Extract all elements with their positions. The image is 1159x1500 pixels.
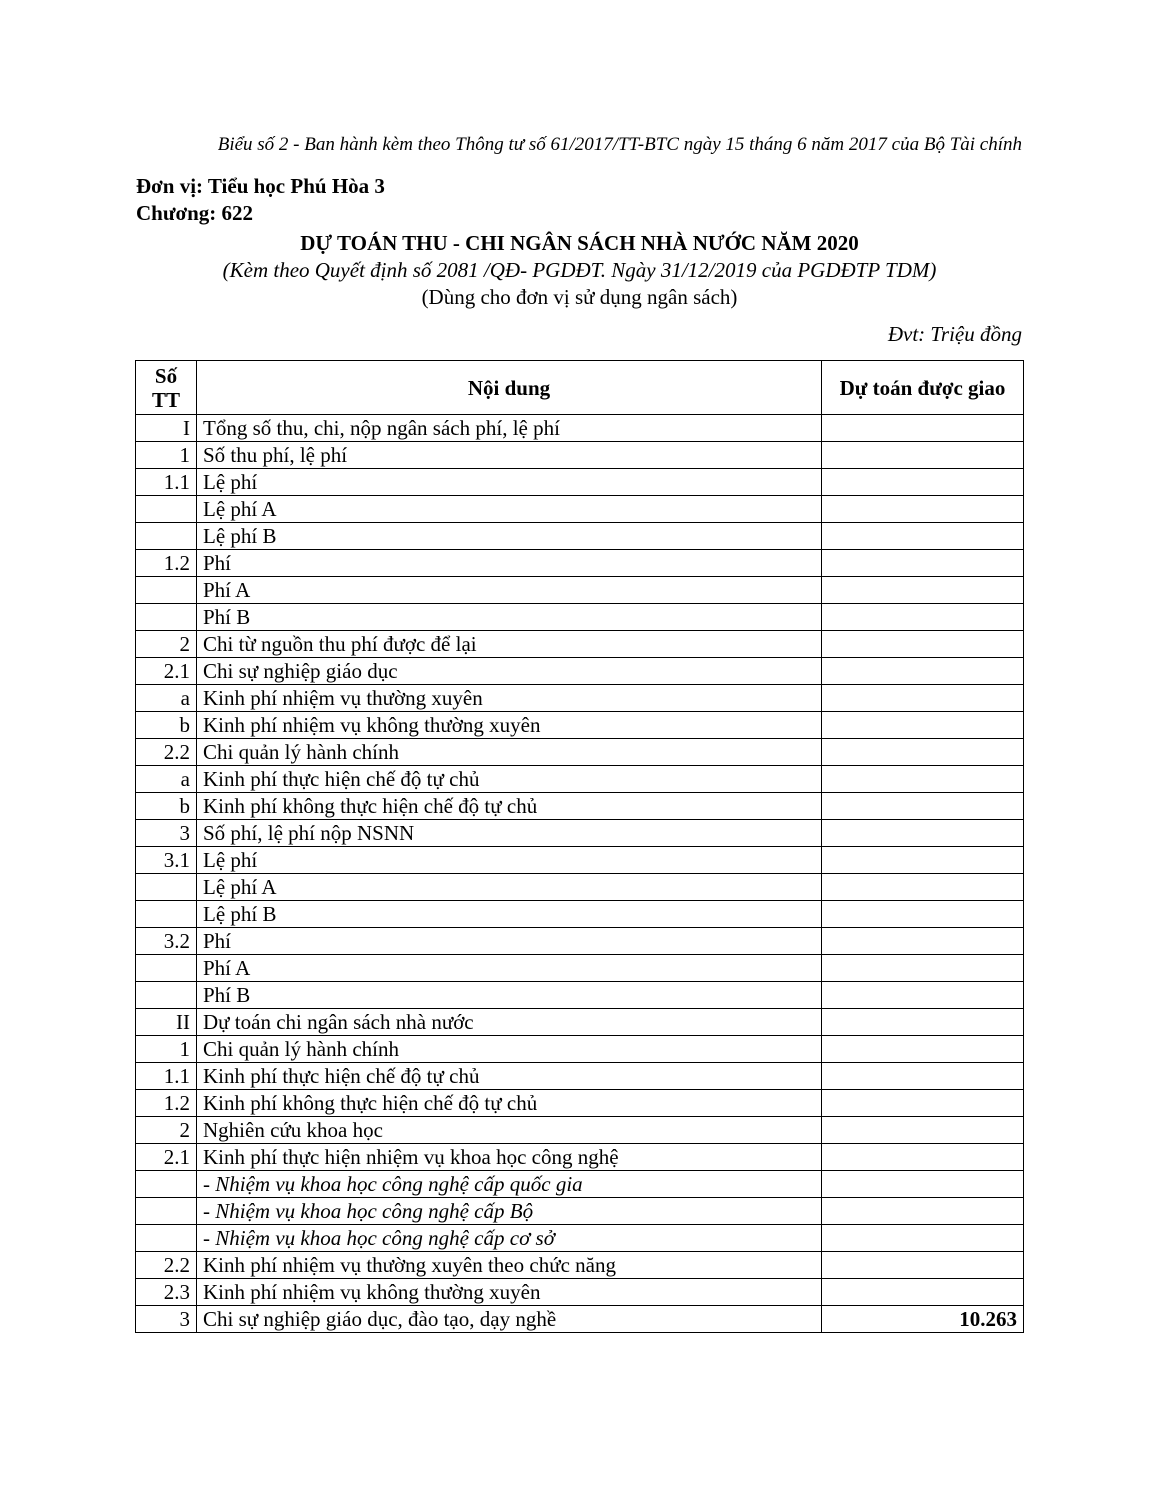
table-row (136, 523, 1024, 550)
row-number: 2.3 (136, 1279, 197, 1306)
row-number: 2 (136, 631, 197, 658)
row-number: b (136, 793, 197, 820)
row-content: Kinh phí không thực hiện chế độ tự chủ (197, 793, 822, 820)
table-row (136, 496, 1024, 523)
table-row (136, 1306, 1024, 1333)
table-row (136, 847, 1024, 874)
header-no-line1: Số (154, 363, 178, 388)
table-row (136, 793, 1024, 820)
table-row (136, 1117, 1024, 1144)
row-amount (822, 1198, 1024, 1225)
table-row (136, 1225, 1024, 1252)
row-content: - Nhiệm vụ khoa học công nghệ cấp cơ sở (197, 1225, 822, 1252)
row-amount (822, 550, 1024, 577)
row-amount (822, 658, 1024, 685)
row-content: Chi từ nguồn thu phí được để lại (197, 631, 822, 658)
row-number (136, 1171, 197, 1198)
table-row (136, 1090, 1024, 1117)
row-content: Phí (197, 550, 822, 577)
row-content: Kinh phí thực hiện chế độ tự chủ (197, 1063, 822, 1090)
row-amount (822, 1144, 1024, 1171)
row-number (136, 577, 197, 604)
table-row (136, 442, 1024, 469)
row-number: I (136, 415, 197, 442)
decision-reference: (Kèm theo Quyết định số 2081 /QĐ- PGDĐT. Ngày 31/12/2019 của PGDĐTP TDM) (222, 258, 937, 282)
row-amount (822, 712, 1024, 739)
row-content: Số thu phí, lệ phí (197, 442, 822, 469)
row-content: Kinh phí nhiệm vụ không thường xuyên (197, 712, 822, 739)
header-no-line2: TT (151, 387, 180, 412)
row-content: Kinh phí nhiệm vụ không thường xuyên (197, 1279, 822, 1306)
row-amount (822, 982, 1024, 1009)
row-amount (822, 577, 1024, 604)
row-amount (822, 442, 1024, 469)
table-row (136, 1009, 1024, 1036)
row-amount (822, 1171, 1024, 1198)
table-row (136, 1252, 1024, 1279)
row-content: Chi quản lý hành chính (197, 739, 822, 766)
row-content: Kinh phí nhiệm vụ thường xuyên (197, 685, 822, 712)
row-number: 2.1 (136, 1144, 197, 1171)
row-number: b (136, 712, 197, 739)
header-content: Nội dung (197, 361, 822, 415)
row-amount (822, 1090, 1024, 1117)
row-number: 3.1 (136, 847, 197, 874)
row-number: 1 (136, 1036, 197, 1063)
row-number: 2 (136, 1117, 197, 1144)
table-row (136, 982, 1024, 1009)
row-number: II (136, 1009, 197, 1036)
row-amount (822, 901, 1024, 928)
row-number (136, 1198, 197, 1225)
row-amount (822, 685, 1024, 712)
header-no (136, 361, 197, 415)
row-content: Tổng số thu, chi, nộp ngân sách phí, lệ phí (197, 415, 822, 442)
row-number: a (136, 766, 197, 793)
row-amount (822, 469, 1024, 496)
row-number (136, 955, 197, 982)
table-row (136, 928, 1024, 955)
table-row (136, 739, 1024, 766)
row-amount (822, 874, 1024, 901)
row-amount (822, 523, 1024, 550)
row-amount (822, 739, 1024, 766)
row-amount (822, 415, 1024, 442)
row-amount (822, 820, 1024, 847)
table-row (136, 415, 1024, 442)
unit-name: Đơn vị: Tiểu học Phú Hòa 3 (136, 174, 385, 198)
table-row (136, 658, 1024, 685)
row-number: 2.2 (136, 1252, 197, 1279)
table-row (136, 1279, 1024, 1306)
table-row (136, 1036, 1024, 1063)
row-number (136, 874, 197, 901)
row-amount (822, 1117, 1024, 1144)
table-row (136, 820, 1024, 847)
row-content: - Nhiệm vụ khoa học công nghệ cấp quốc gia (197, 1171, 822, 1198)
row-number (136, 901, 197, 928)
row-amount (822, 955, 1024, 982)
table-row (136, 1144, 1024, 1171)
row-number: a (136, 685, 197, 712)
row-amount (822, 1063, 1024, 1090)
row-content: Lệ phí A (197, 496, 822, 523)
table-row (136, 685, 1024, 712)
row-number (136, 496, 197, 523)
table-row (136, 874, 1024, 901)
row-content: Lệ phí A (197, 874, 822, 901)
row-content: Số phí, lệ phí nộp NSNN (197, 820, 822, 847)
row-number: 1.2 (136, 550, 197, 577)
currency-unit: Đvt: Triệu đồng (887, 322, 1022, 346)
row-amount (822, 1252, 1024, 1279)
form-reference: Biểu số 2 - Ban hành kèm theo Thông tư số 61/2017/TT-BTC ngày 15 tháng 6 năm 2017 của Bộ Tài chính (217, 134, 1022, 155)
row-amount (822, 1225, 1024, 1252)
row-content: Kinh phí nhiệm vụ thường xuyên theo chức năng (197, 1252, 822, 1279)
row-content: Chi sự nghiệp giáo dục, đào tạo, dạy nghề (197, 1306, 822, 1333)
row-amount (822, 604, 1024, 631)
row-content: Chi sự nghiệp giáo dục (197, 658, 822, 685)
row-number: 3 (136, 1306, 197, 1333)
row-number (136, 604, 197, 631)
row-number: 1.1 (136, 469, 197, 496)
row-amount (822, 1036, 1024, 1063)
row-number: 1 (136, 442, 197, 469)
row-content: Phí A (197, 955, 822, 982)
table-row (136, 1198, 1024, 1225)
row-amount (822, 847, 1024, 874)
table-row (136, 550, 1024, 577)
row-number (136, 982, 197, 1009)
table-row (136, 631, 1024, 658)
row-amount: 10.263 (822, 1306, 1024, 1333)
table-row (136, 955, 1024, 982)
row-amount (822, 631, 1024, 658)
row-content: Phí (197, 928, 822, 955)
row-amount (822, 1009, 1024, 1036)
row-content: Lệ phí (197, 469, 822, 496)
budget-table (135, 360, 1024, 1333)
table-body (136, 415, 1024, 1333)
row-content: Nghiên cứu khoa học (197, 1117, 822, 1144)
row-amount (822, 766, 1024, 793)
row-amount (822, 496, 1024, 523)
table-row (136, 766, 1024, 793)
row-content: Kinh phí thực hiện chế độ tự chủ (197, 766, 822, 793)
table-row (136, 901, 1024, 928)
row-content: Lệ phí B (197, 523, 822, 550)
row-number: 2.2 (136, 739, 197, 766)
row-content: Lệ phí B (197, 901, 822, 928)
document-title: DỰ TOÁN THU - CHI NGÂN SÁCH NHÀ NƯỚC NĂM 2020 (300, 231, 859, 255)
table-row (136, 577, 1024, 604)
table-row (136, 469, 1024, 496)
row-amount (822, 928, 1024, 955)
row-number: 3.2 (136, 928, 197, 955)
row-number: 2.1 (136, 658, 197, 685)
row-content: Lệ phí (197, 847, 822, 874)
row-content: Phí B (197, 982, 822, 1009)
row-number: 1.2 (136, 1090, 197, 1117)
table-row (136, 1171, 1024, 1198)
row-content: Dự toán chi ngân sách nhà nước (197, 1009, 822, 1036)
row-amount (822, 1279, 1024, 1306)
row-amount (822, 793, 1024, 820)
table-row (136, 712, 1024, 739)
row-content: Kinh phí không thực hiện chế độ tự chủ (197, 1090, 822, 1117)
table-row (136, 604, 1024, 631)
row-number (136, 523, 197, 550)
row-number: 3 (136, 820, 197, 847)
row-number: 1.1 (136, 1063, 197, 1090)
row-number (136, 1225, 197, 1252)
row-content: Phí A (197, 577, 822, 604)
row-content: Chi quản lý hành chính (197, 1036, 822, 1063)
row-content: Kinh phí thực hiện nhiệm vụ khoa học công nghệ (197, 1144, 822, 1171)
table-header-row (136, 361, 1024, 415)
row-content: Phí B (197, 604, 822, 631)
table-row (136, 1063, 1024, 1090)
header-amount: Dự toán được giao (822, 361, 1024, 415)
row-content: - Nhiệm vụ khoa học công nghệ cấp Bộ (197, 1198, 822, 1225)
usage-note: (Dùng cho đơn vị sử dụng ngân sách) (421, 285, 738, 309)
chapter-code: Chương: 622 (136, 201, 253, 225)
